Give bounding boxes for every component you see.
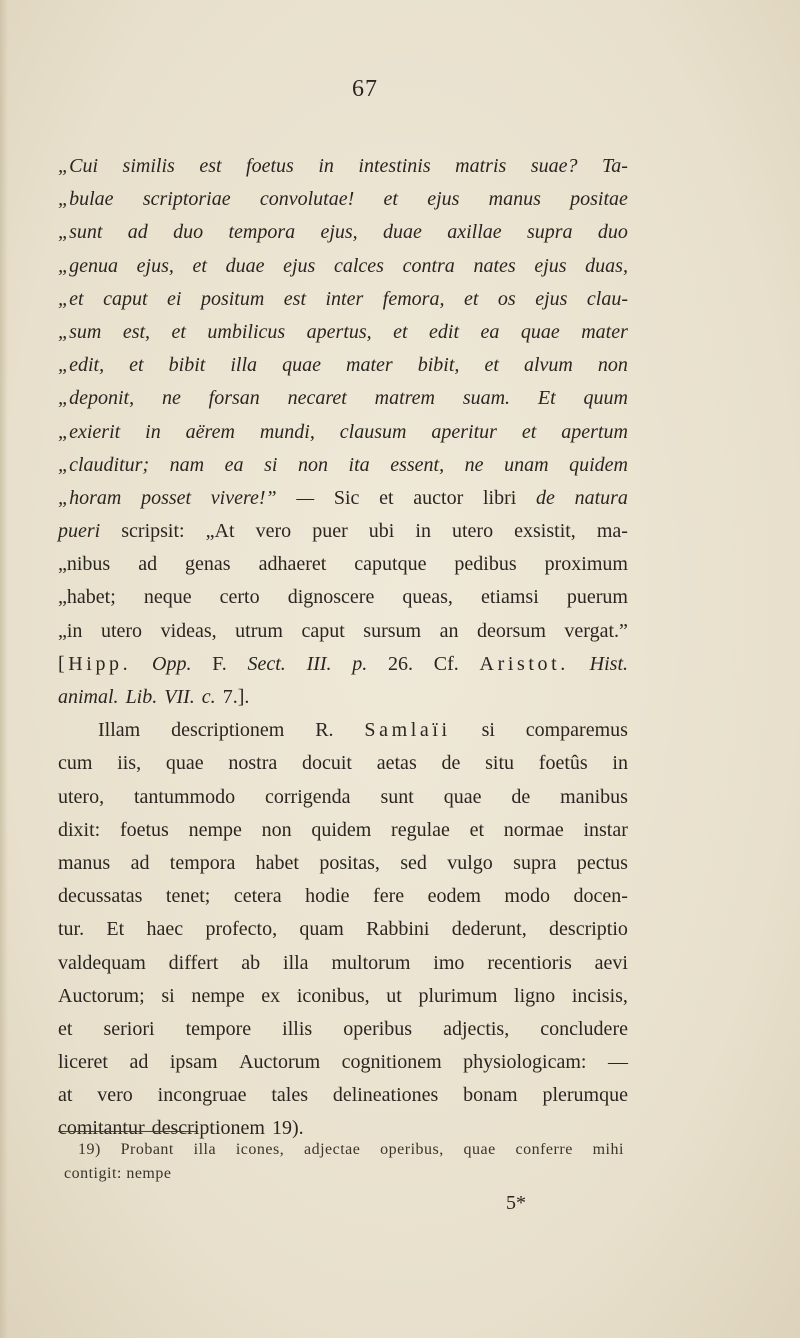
word: F.	[212, 652, 227, 675]
word: Lib.	[125, 686, 158, 708]
word: Illam	[98, 719, 141, 742]
text-line	[58, 1046, 628, 1079]
word: „bulae	[58, 188, 114, 211]
word: nempe	[191, 984, 245, 1007]
text-line	[58, 747, 628, 780]
word: et	[469, 818, 485, 841]
word: incongruae	[157, 1084, 247, 1107]
word: [Hipp.	[58, 652, 132, 675]
word: et	[463, 287, 479, 310]
word: et	[171, 320, 186, 343]
word: ejus	[427, 188, 460, 211]
word: bibit	[168, 354, 206, 377]
word: cum	[58, 752, 93, 775]
word: non	[597, 354, 628, 377]
word: vivere!”	[210, 486, 277, 509]
word: Samlaïi	[364, 719, 451, 742]
word: imo	[433, 951, 465, 974]
text-line	[58, 216, 628, 249]
word: edit	[429, 320, 460, 343]
word: auctor	[413, 486, 464, 509]
word: de	[536, 486, 555, 509]
word: pueri	[58, 520, 101, 543]
text-line	[58, 913, 628, 946]
word: Cf.	[433, 652, 459, 675]
word: adhaeret	[258, 553, 327, 576]
text-line	[58, 283, 628, 316]
word: nam	[169, 453, 205, 476]
word: ad	[138, 553, 158, 576]
word: „Cui	[58, 155, 99, 177]
word: femora,	[382, 287, 445, 310]
word: plerumque	[542, 1084, 628, 1107]
word: ejus	[283, 254, 316, 277]
word: an	[439, 619, 459, 642]
word: ma-	[596, 520, 628, 543]
word: nates	[473, 254, 516, 277]
word: calces	[333, 254, 384, 277]
footnote-line-2: contigit: nempe	[64, 1165, 172, 1182]
text-line	[58, 1013, 628, 1046]
word: alvum	[523, 354, 573, 377]
word: clausum	[339, 420, 407, 443]
word: valdequam	[58, 951, 146, 974]
text-line	[58, 648, 628, 681]
word: ab	[241, 951, 261, 974]
word: „genua	[58, 254, 118, 277]
word: Et	[106, 918, 125, 941]
word: vero	[97, 1084, 133, 1107]
word: cognitionem	[341, 1051, 442, 1074]
word: quae	[443, 785, 482, 808]
footnote-word: icones,	[235, 1141, 285, 1158]
word: Hist.	[589, 652, 628, 675]
word: foetus	[246, 155, 294, 177]
word: exsistit,	[514, 520, 576, 543]
word: „edit,	[58, 354, 105, 377]
word: ad	[129, 1051, 149, 1074]
word: deorsum	[477, 619, 546, 642]
word: apertus,	[306, 320, 372, 343]
word: ea	[224, 453, 244, 476]
word: si	[264, 453, 278, 476]
word: habet	[255, 851, 299, 874]
word: Et	[537, 387, 556, 410]
word: „et	[58, 287, 84, 310]
page-number: 67	[352, 76, 378, 102]
word: nempe	[188, 818, 242, 841]
word: duo	[597, 221, 628, 244]
word: foetûs	[538, 752, 588, 775]
word: necaret	[287, 387, 347, 410]
word: positae	[570, 188, 628, 211]
word: illis	[282, 1017, 313, 1040]
word: illa	[230, 354, 258, 377]
word: pedibus	[454, 553, 517, 576]
footnote-word: conferre	[515, 1141, 573, 1158]
word: si	[481, 719, 495, 742]
word: ita	[348, 453, 370, 476]
word: modo	[504, 885, 550, 908]
word: „sum	[58, 320, 102, 343]
footnote-word: illa	[193, 1141, 217, 1158]
word: R.	[315, 719, 334, 742]
word: ad	[127, 221, 148, 244]
word: tur.	[58, 918, 85, 941]
word: „clauditur;	[58, 453, 150, 476]
word: delineationes	[332, 1084, 439, 1107]
word: manibus	[560, 785, 628, 808]
word: umbilicus	[207, 320, 286, 343]
word: eodem	[427, 885, 481, 908]
word: neque	[143, 586, 192, 609]
word: natura	[574, 486, 628, 509]
word: duo	[173, 221, 204, 244]
word: animal.	[58, 686, 119, 708]
word: multorum	[331, 951, 411, 974]
word: Ta-	[602, 155, 628, 177]
word: quae	[520, 320, 560, 343]
word: et	[129, 354, 144, 377]
word: caputque	[354, 553, 427, 576]
text-line	[58, 183, 628, 216]
word: comparemus	[525, 719, 628, 742]
word: sunt	[380, 785, 414, 808]
word: Auctorum;	[58, 984, 145, 1007]
word: Sect.	[247, 652, 286, 675]
word: apertum	[561, 420, 628, 443]
word: concludere	[540, 1017, 628, 1040]
word: et	[379, 486, 394, 509]
word: manus	[58, 851, 111, 874]
word: operibus	[343, 1017, 413, 1040]
word: Sic	[333, 486, 360, 509]
word: tempora	[169, 851, 236, 874]
word: differt	[168, 951, 219, 974]
word: pectus	[576, 851, 628, 874]
word: manus	[488, 188, 541, 211]
word: proximum	[544, 553, 628, 576]
word: duas,	[585, 254, 628, 277]
text-line	[58, 316, 628, 349]
word: ejus,	[136, 254, 174, 277]
word: quidem	[311, 818, 372, 841]
word: ejus	[534, 254, 567, 277]
word: comitantur	[58, 1117, 145, 1140]
word: quae	[165, 752, 204, 775]
word: „deponit,	[58, 387, 135, 410]
footnote-word: quae	[463, 1141, 496, 1158]
word: axillae	[447, 221, 502, 244]
word: —	[607, 1051, 628, 1074]
text-line	[58, 548, 628, 581]
main-text	[58, 150, 628, 1146]
word: non	[298, 453, 328, 476]
footnote-word: Probant	[120, 1141, 174, 1158]
word: dederunt,	[451, 918, 527, 941]
word: „in	[58, 619, 83, 642]
word: aperitur	[431, 420, 497, 443]
word: aërem	[185, 420, 235, 443]
word: iconibus,	[296, 984, 370, 1007]
word: „nibus	[58, 553, 111, 576]
word: iis,	[117, 752, 142, 775]
word: instar	[583, 818, 628, 841]
word: puerum	[566, 586, 628, 609]
word: 26.	[388, 652, 414, 675]
word: Rabbini	[366, 918, 430, 941]
word: mater	[346, 354, 393, 377]
footnote-word: adjectae	[303, 1141, 361, 1158]
word: ea	[480, 320, 500, 343]
word: ad	[130, 851, 150, 874]
word: et	[521, 420, 537, 443]
word: c.	[201, 686, 216, 708]
word: contra	[402, 254, 455, 277]
word: situ	[485, 752, 515, 775]
text-line	[58, 1079, 628, 1112]
word: supra	[526, 221, 573, 244]
word: haec	[146, 918, 184, 941]
word: est	[199, 155, 222, 177]
word: in	[612, 752, 628, 775]
word: scripsit:	[121, 520, 185, 543]
text-line	[58, 150, 628, 183]
word: physiologicam:	[463, 1051, 587, 1074]
text-line	[58, 814, 628, 847]
word: matrem	[374, 387, 435, 410]
word: clau-	[586, 287, 628, 310]
word: forsan	[208, 387, 260, 410]
word: docen-	[573, 885, 628, 908]
text-line	[58, 382, 628, 415]
word: suam.	[462, 387, 511, 410]
word: et	[484, 354, 499, 377]
text-line	[58, 880, 628, 913]
text-line	[58, 250, 628, 283]
word: at	[58, 1084, 73, 1107]
text-line	[58, 449, 628, 482]
word: descriptionem	[151, 1117, 265, 1140]
word: sed	[400, 851, 427, 874]
word: convolutae!	[259, 188, 355, 211]
word: suae?	[530, 155, 578, 177]
footnote-line-1	[64, 1138, 624, 1162]
page-edge-shadow	[0, 0, 8, 1338]
word: normae	[503, 818, 564, 841]
word: profecto,	[205, 918, 278, 941]
word: cetera	[233, 885, 282, 908]
word: positas,	[319, 851, 380, 874]
word: III.	[306, 652, 332, 675]
word: tempora	[228, 221, 296, 244]
word: vergat.”	[564, 619, 628, 642]
word: de	[441, 752, 461, 775]
word: liceret	[58, 1051, 108, 1074]
word: si	[161, 984, 175, 1007]
word: in	[318, 155, 334, 177]
word: utero	[100, 619, 143, 642]
word: dixit:	[58, 818, 101, 841]
word: os	[497, 287, 516, 310]
text-line	[58, 781, 628, 814]
word: ei	[167, 287, 182, 310]
word: scriptoriae	[142, 188, 231, 211]
word: aevi	[594, 951, 628, 974]
word: caput	[103, 287, 148, 310]
word: aetas	[376, 752, 417, 775]
word: est	[283, 287, 306, 310]
word: quidem	[569, 453, 628, 476]
text-line	[58, 615, 628, 648]
text-line	[58, 416, 628, 449]
word: incisis,	[571, 984, 628, 1007]
word: similis	[122, 155, 175, 177]
word: supra	[513, 851, 557, 874]
word: quam	[299, 918, 344, 941]
word: Auctorum	[239, 1051, 321, 1074]
word: inter	[325, 287, 364, 310]
word: corrigenda	[265, 785, 351, 808]
text-line	[58, 980, 628, 1013]
word: nostra	[228, 752, 278, 775]
word: genas	[185, 553, 231, 576]
footnote	[64, 1138, 624, 1186]
word: utero,	[58, 785, 105, 808]
word: matris	[455, 155, 507, 177]
word: ipsam	[169, 1051, 218, 1074]
text-line	[58, 349, 628, 382]
word: tenet;	[165, 885, 211, 908]
word: tempore	[185, 1017, 252, 1040]
word: ejus	[535, 287, 568, 310]
word: —	[296, 486, 315, 509]
word: utero	[452, 520, 494, 543]
word: decussatas	[58, 885, 143, 908]
word: bonam	[463, 1084, 518, 1107]
word: ubi	[368, 520, 395, 543]
word: Aristot.	[479, 652, 569, 675]
word: essent,	[390, 453, 445, 476]
word: libri	[482, 486, 517, 509]
word: quae	[282, 354, 321, 377]
word: et	[383, 188, 398, 211]
word: intestinis	[358, 155, 431, 177]
word: adjectis,	[443, 1017, 510, 1040]
word: positum	[200, 287, 265, 310]
word: quum	[583, 387, 628, 410]
word: „At	[205, 520, 235, 543]
footnote-word: 19)	[78, 1141, 101, 1158]
word: in	[415, 520, 431, 543]
word: est,	[122, 320, 151, 343]
word: illa	[283, 951, 309, 974]
text-line	[58, 681, 628, 714]
word: in	[145, 420, 161, 443]
word: „horam	[58, 486, 122, 509]
word: ne	[464, 453, 484, 476]
footnote-word: mihi	[592, 1141, 624, 1158]
word: duae	[383, 221, 422, 244]
word: ex	[261, 984, 281, 1007]
word: „exierit	[58, 420, 121, 443]
word: unam	[504, 453, 549, 476]
word: tales	[271, 1084, 308, 1107]
footnote-word: operibus,	[380, 1141, 444, 1158]
word: p.	[352, 652, 368, 675]
word: hodie	[305, 885, 350, 908]
word: descriptio	[549, 918, 628, 941]
footnote-divider	[58, 1131, 198, 1132]
word: caput	[301, 619, 345, 642]
word: puer	[312, 520, 348, 543]
word: docuit	[302, 752, 352, 775]
word: de	[511, 785, 531, 808]
word: recentioris	[487, 951, 572, 974]
word: vero	[255, 520, 292, 543]
word: utrum	[235, 619, 283, 642]
word: Opp.	[152, 652, 192, 675]
word: videas,	[160, 619, 217, 642]
word: et	[192, 254, 207, 277]
word: etiamsi	[481, 586, 539, 609]
word: sursum	[363, 619, 422, 642]
word: mater	[581, 320, 628, 343]
word: vulgo	[447, 851, 493, 874]
word: ne	[161, 387, 181, 410]
word: seriori	[103, 1017, 155, 1040]
word: non	[261, 818, 292, 841]
word: et	[393, 320, 408, 343]
word: mundi,	[259, 420, 315, 443]
word: bibit,	[417, 354, 460, 377]
word: posset	[141, 486, 192, 509]
word: „habet;	[58, 586, 116, 609]
word: certo	[219, 586, 260, 609]
word: fere	[373, 885, 405, 908]
text-line	[58, 847, 628, 880]
word: „sunt	[58, 221, 103, 244]
signature-mark: 5*	[506, 1192, 526, 1214]
word: dignoscere	[287, 586, 375, 609]
word: 19).	[271, 1117, 304, 1140]
word: VII.	[164, 686, 195, 708]
word: descriptionem	[171, 719, 285, 742]
text-line	[58, 482, 628, 515]
word: ligno	[514, 984, 556, 1007]
word: foetus	[119, 818, 169, 841]
text-line	[58, 581, 628, 614]
word: ejus,	[320, 221, 358, 244]
text-line	[58, 947, 628, 980]
text-line	[58, 714, 628, 747]
word: et	[58, 1017, 73, 1040]
word: ut	[386, 984, 402, 1007]
word: duae	[225, 254, 265, 277]
word: regulae	[391, 818, 450, 841]
word: tantummodo	[134, 785, 236, 808]
word: plurimum	[418, 984, 498, 1007]
word: queas,	[402, 586, 453, 609]
text-line	[58, 515, 628, 548]
word: 7.].	[222, 686, 250, 708]
